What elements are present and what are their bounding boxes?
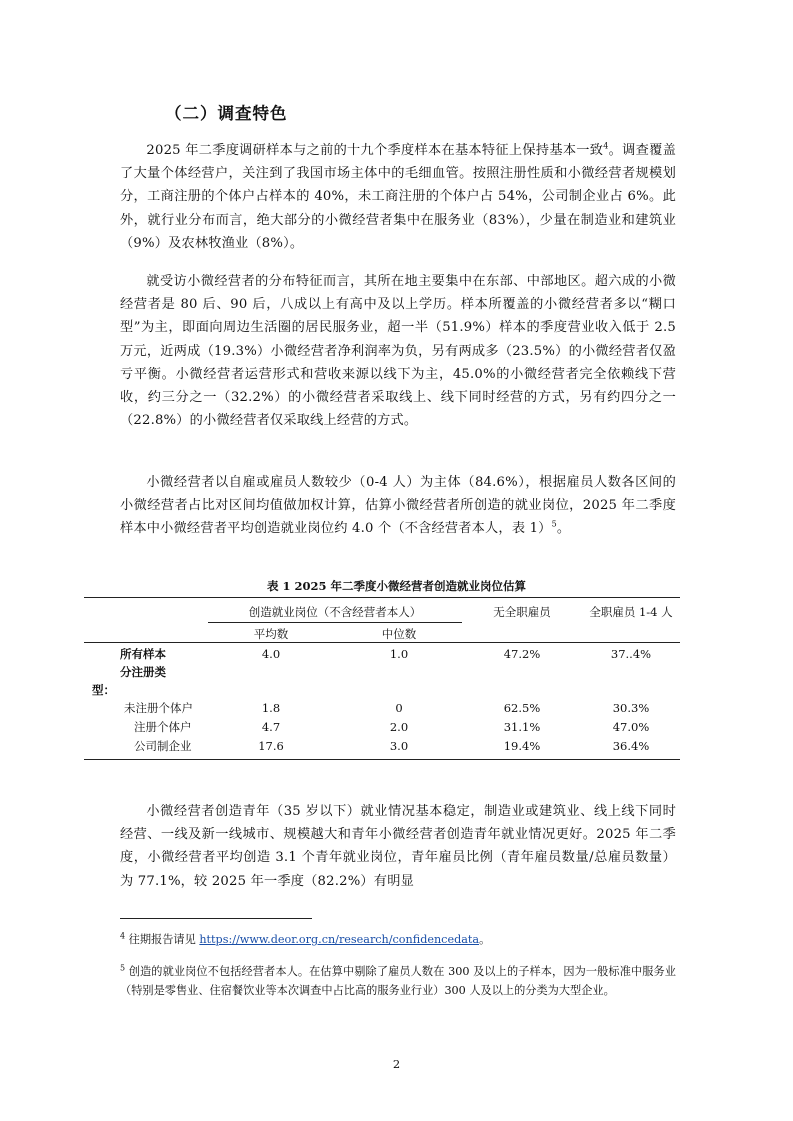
- page-number: 2: [392, 1057, 401, 1071]
- cell-company-no-fulltime: 19.4%: [503, 739, 541, 753]
- paragraph-text: 2025 年二季度调研样本与之前的十九个季度样本在基本特征上保持基本一致: [146, 143, 604, 158]
- header-fulltime-1-4: 全职雇员 1-4 人: [589, 605, 673, 619]
- footnote-separator: [120, 918, 312, 919]
- row-label-company: 公司制企业: [134, 739, 192, 753]
- footnote-ref-5[interactable]: 5: [551, 520, 557, 530]
- footnote-4: [120, 930, 676, 949]
- cell-unregistered-mean: 1.8: [261, 701, 281, 715]
- group-label-registration: 分注册类: [120, 665, 166, 679]
- cell-all-fulltime-1-4: 37..4%: [610, 647, 652, 661]
- footnote-5: [120, 962, 676, 1000]
- report-link[interactable]: https://www.deor.org.cn/research/confidencedata: [199, 933, 480, 946]
- table-caption: 表 1 2025 年二季度小微经营者创造就业岗位估算: [266, 579, 527, 593]
- footnote-ref-4[interactable]: 4: [603, 141, 609, 151]
- table-bottom-rule: [84, 759, 680, 760]
- header-no-fulltime: 无全职雇员: [493, 605, 551, 619]
- row-label-registered: 注册个体户: [134, 720, 192, 734]
- paragraph-distribution: 就受访小微经营者的分布特征而言，其所在地主要集中在东部、中部地区。超六成的小微经营者是 80 后、90 后，八成以上有高中及以上学历。样本所覆盖的小微经营者多以“糊口型”为主，即面向周边生活圈的居民服务业，超一半（51.9%）样本的季度营业收入低于 2.5 万元，近两成（19.3%）小微经营者净利润率为负，另有两成多（23.5%）的小微经营者仅盈亏平衡。小微经营者运营形式和营收来源以线下为主，45.0%的小微经营者完全依赖线下营收，约三分之一（32.2%）的小微经营者采取线上、线下同时经营的方式，另有约四分之一（22.8%）的小微经营者仅采取线上经营的方式。: [120, 274, 676, 429]
- paragraph-employment: [120, 471, 676, 541]
- header-group-rule: [208, 622, 462, 623]
- footnote-text: 。: [479, 933, 491, 946]
- footnote-number: 5: [120, 963, 126, 973]
- cell-company-fulltime-1-4: 36.4%: [612, 739, 650, 753]
- employment-table: [84, 597, 680, 760]
- paragraph-text: 。调查覆盖了大量个体经营户，关注到了我国市场主体中的毛细血管。按照注册性质和小微经营者规模划分，工商注册的个体户占样本的 40%，未工商注册的个体户占 54%，公司制企业占 6%。此外，就行业分布而言，绝大部分的小微经营者集中在服务业（83%），少量在制造业和建筑业（9%）及农林牧渔业（8%）。: [120, 143, 677, 251]
- cell-company-median: 3.0: [389, 739, 409, 753]
- header-jobs-created: 创造就业岗位（不含经营者本人）: [248, 605, 422, 619]
- cell-company-mean: 17.6: [258, 739, 284, 753]
- header-median: 中位数: [381, 627, 417, 641]
- paragraph-text: 小微经营者以自雇或雇员人数较少（0-4 人）为主体（84.6%），根据雇员人数各区间的小微经营者占比对区间均值做加权计算，估算小微经营者所创造的就业岗位，2025 年二季度样本中小微经营者平均创造就业岗位约 4.0 个（不含经营者本人，表 1）: [120, 475, 676, 537]
- paragraph-youth-employment: 小微经营者创造青年（35 岁以下）就业情况基本稳定，制造业或建筑业、线上线下同时经营、一线及新一线城市、规模越大和青年小微经营者创造青年就业情况更好。2025 年二季度，小微经营者平均创造 3.1 个青年就业岗位，青年雇员比例（青年雇员数量/总雇员数量）为 77.1%，较 2025 年一季度（82.2%）有明显: [120, 804, 676, 889]
- header-mean: 平均数: [253, 627, 289, 641]
- cell-unregistered-no-fulltime: 62.5%: [503, 701, 541, 715]
- group-label-type: 型：: [92, 683, 115, 697]
- cell-registered-fulltime-1-4: 47.0%: [612, 720, 650, 734]
- footnote-number: 4: [120, 931, 126, 941]
- section-title: （二）调查特色: [165, 104, 288, 123]
- cell-registered-no-fulltime: 31.1%: [503, 720, 541, 734]
- cell-all-median: 1.0: [389, 647, 409, 661]
- cell-registered-median: 2.0: [389, 720, 409, 734]
- header-bottom-rule: [84, 642, 680, 643]
- row-label-all-samples: 所有样本: [120, 647, 166, 661]
- paragraph-text: 。: [556, 521, 571, 537]
- footnote-text: 往期报告请见: [125, 933, 200, 946]
- cell-unregistered-median: 0: [395, 701, 403, 715]
- cell-all-no-fulltime: 47.2%: [503, 647, 541, 661]
- cell-unregistered-fulltime-1-4: 30.3%: [612, 701, 650, 715]
- row-label-unregistered: 未注册个体户: [124, 701, 193, 715]
- cell-registered-mean: 4.7: [261, 720, 281, 734]
- table-top-rule: [84, 597, 680, 598]
- cell-all-mean: 4.0: [261, 647, 281, 661]
- paragraph-sample-features: [120, 139, 676, 255]
- footnote-text: 创造的就业岗位不包括经营者本人。在估算中剔除了雇员人数在 300 及以上的子样本，因为一般标准中服务业（特别是零售业、住宿餐饮业等本次调查中占比高的服务业行业）300 人及以上的分类为大型企业。: [120, 965, 676, 997]
